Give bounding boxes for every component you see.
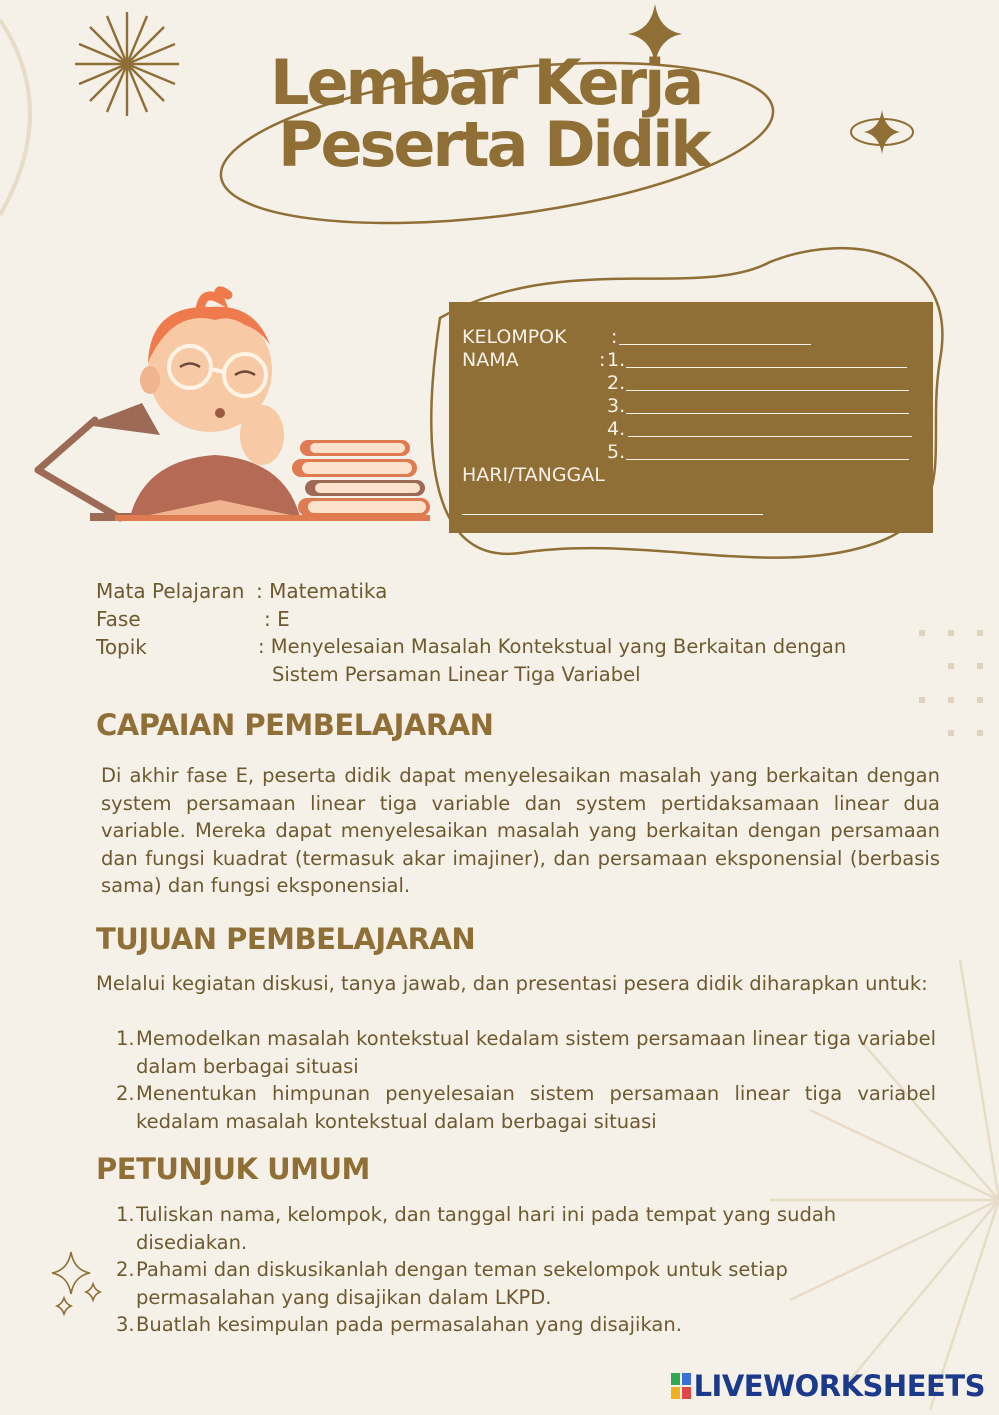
nama-input-line-1[interactable] — [626, 367, 907, 368]
hari-tanggal-input-line[interactable] — [462, 514, 763, 515]
page-title — [270, 46, 750, 181]
nama-input-line-4[interactable] — [628, 436, 912, 437]
hari-row — [462, 464, 933, 487]
fase-row — [96, 605, 926, 633]
student-studying-illustration — [30, 285, 440, 525]
identity-form-box — [449, 302, 933, 533]
sunburst-icon — [75, 12, 179, 116]
list-number: 2. — [116, 1258, 135, 1281]
topik-value-line-2: Sistem Persaman Linear Tiga Variabel — [272, 663, 641, 686]
nama-row-2 — [462, 372, 933, 395]
books-stack-icon — [292, 440, 430, 516]
topik-value-line-1: : Menyelesaian Masalah Kontekstual yang Berkaitan dengan — [258, 635, 847, 658]
nama-number-4: 4. — [607, 418, 626, 440]
hari-line-row — [462, 487, 933, 517]
capaian-heading: CAPAIAN PEMBELAJARAN — [96, 708, 494, 742]
orbit-sparkle-icon — [851, 110, 913, 154]
kelompok-colon: : — [611, 326, 618, 348]
mapel-value: : Matematika — [256, 579, 388, 603]
title-line-1: Lembar Kerja — [270, 46, 702, 119]
sparkles-small-icon — [52, 1252, 100, 1314]
list-item — [96, 1025, 936, 1080]
nama-label: NAMA — [462, 349, 519, 371]
list-item — [96, 1256, 921, 1311]
list-text: Memodelkan masalah kontekstual kedalam sistem persamaan linear tiga variabel dalam berbagai situasi — [136, 1027, 936, 1078]
subject-info — [96, 577, 926, 689]
tujuan-intro: Melalui kegiatan diskusi, tanya jawab, dan presentasi pesera didik diharapkan untuk: — [96, 972, 928, 995]
fase-value: : E — [264, 607, 290, 631]
nama-row-4 — [462, 418, 933, 441]
topik-row — [96, 633, 926, 661]
nama-number-5: 5. — [607, 441, 626, 463]
fase-key: Fase — [96, 607, 141, 631]
nama-number-2: 2. — [607, 372, 626, 394]
list-text: Pahami dan diskusikanlah dengan teman sekelompok untuk setiap permasalahan yang disajikan dalam LKPD. — [136, 1258, 788, 1309]
list-item — [96, 1311, 921, 1339]
liveworksheets-logo-icon — [671, 1373, 691, 1399]
nama-colon: : — [599, 349, 606, 371]
topik-key: Topik — [96, 635, 147, 659]
mapel-row — [96, 577, 926, 605]
kelompok-row — [462, 326, 933, 349]
list-number: 2. — [116, 1082, 135, 1105]
nama-number-1: 1. — [607, 349, 626, 371]
list-number: 3. — [116, 1313, 135, 1336]
kelompok-input-line[interactable] — [619, 344, 811, 345]
list-text: Tuliskan nama, kelompok, dan tanggal hari ini pada tempat yang sudah disediakan. — [136, 1203, 837, 1254]
nama-row-3 — [462, 395, 933, 418]
capaian-text: Di akhir fase E, peserta didik dapat menyelesaikan masalah yang berkaitan dengan system persamaan linear tiga variable dan system pertidaksamaan linear dua variable. Mereka dapat menyelesaikan masalah yang berkaitan dengan persamaan dan fungsi kuadrat (termasuk akar imajiner), dan persamaan eksponensial (berbasis sama) dan fungsi eksponensial. — [101, 764, 940, 897]
nama-input-line-3[interactable] — [626, 413, 909, 414]
kelompok-label: KELOMPOK — [462, 326, 567, 348]
list-number: 1. — [116, 1027, 135, 1050]
tujuan-list — [96, 1025, 936, 1135]
petunjuk-heading: PETUNJUK UMUM — [96, 1152, 370, 1186]
mapel-key: Mata Pelajaran — [96, 579, 245, 603]
list-text: Menentukan himpunan penyelesaian sistem persamaan linear tiga variabel kedalam masalah kontekstual dalam berbagai situasi — [136, 1082, 936, 1133]
nama-row-5 — [462, 441, 933, 464]
dots-decoration — [919, 630, 983, 736]
nama-row-1 — [462, 349, 933, 372]
liveworksheets-brand[interactable] — [671, 1369, 985, 1403]
petunjuk-list — [96, 1201, 921, 1339]
list-number: 1. — [116, 1203, 135, 1226]
nama-input-line-5[interactable] — [626, 459, 909, 460]
list-item — [96, 1201, 921, 1256]
hari-tanggal-label: HARI/TANGGAL — [462, 464, 605, 486]
topik-row-2 — [96, 661, 926, 689]
nama-input-line-2[interactable] — [626, 390, 909, 391]
list-text: Buatlah kesimpulan pada permasalahan yang disajikan. — [136, 1313, 682, 1336]
brand-name: LIVEWORKSHEETS — [693, 1369, 985, 1403]
title-line-2: Peserta Didik — [278, 108, 709, 181]
list-item — [96, 1080, 936, 1135]
tujuan-heading: TUJUAN PEMBELAJARAN — [96, 922, 476, 956]
nama-number-3: 3. — [607, 395, 626, 417]
